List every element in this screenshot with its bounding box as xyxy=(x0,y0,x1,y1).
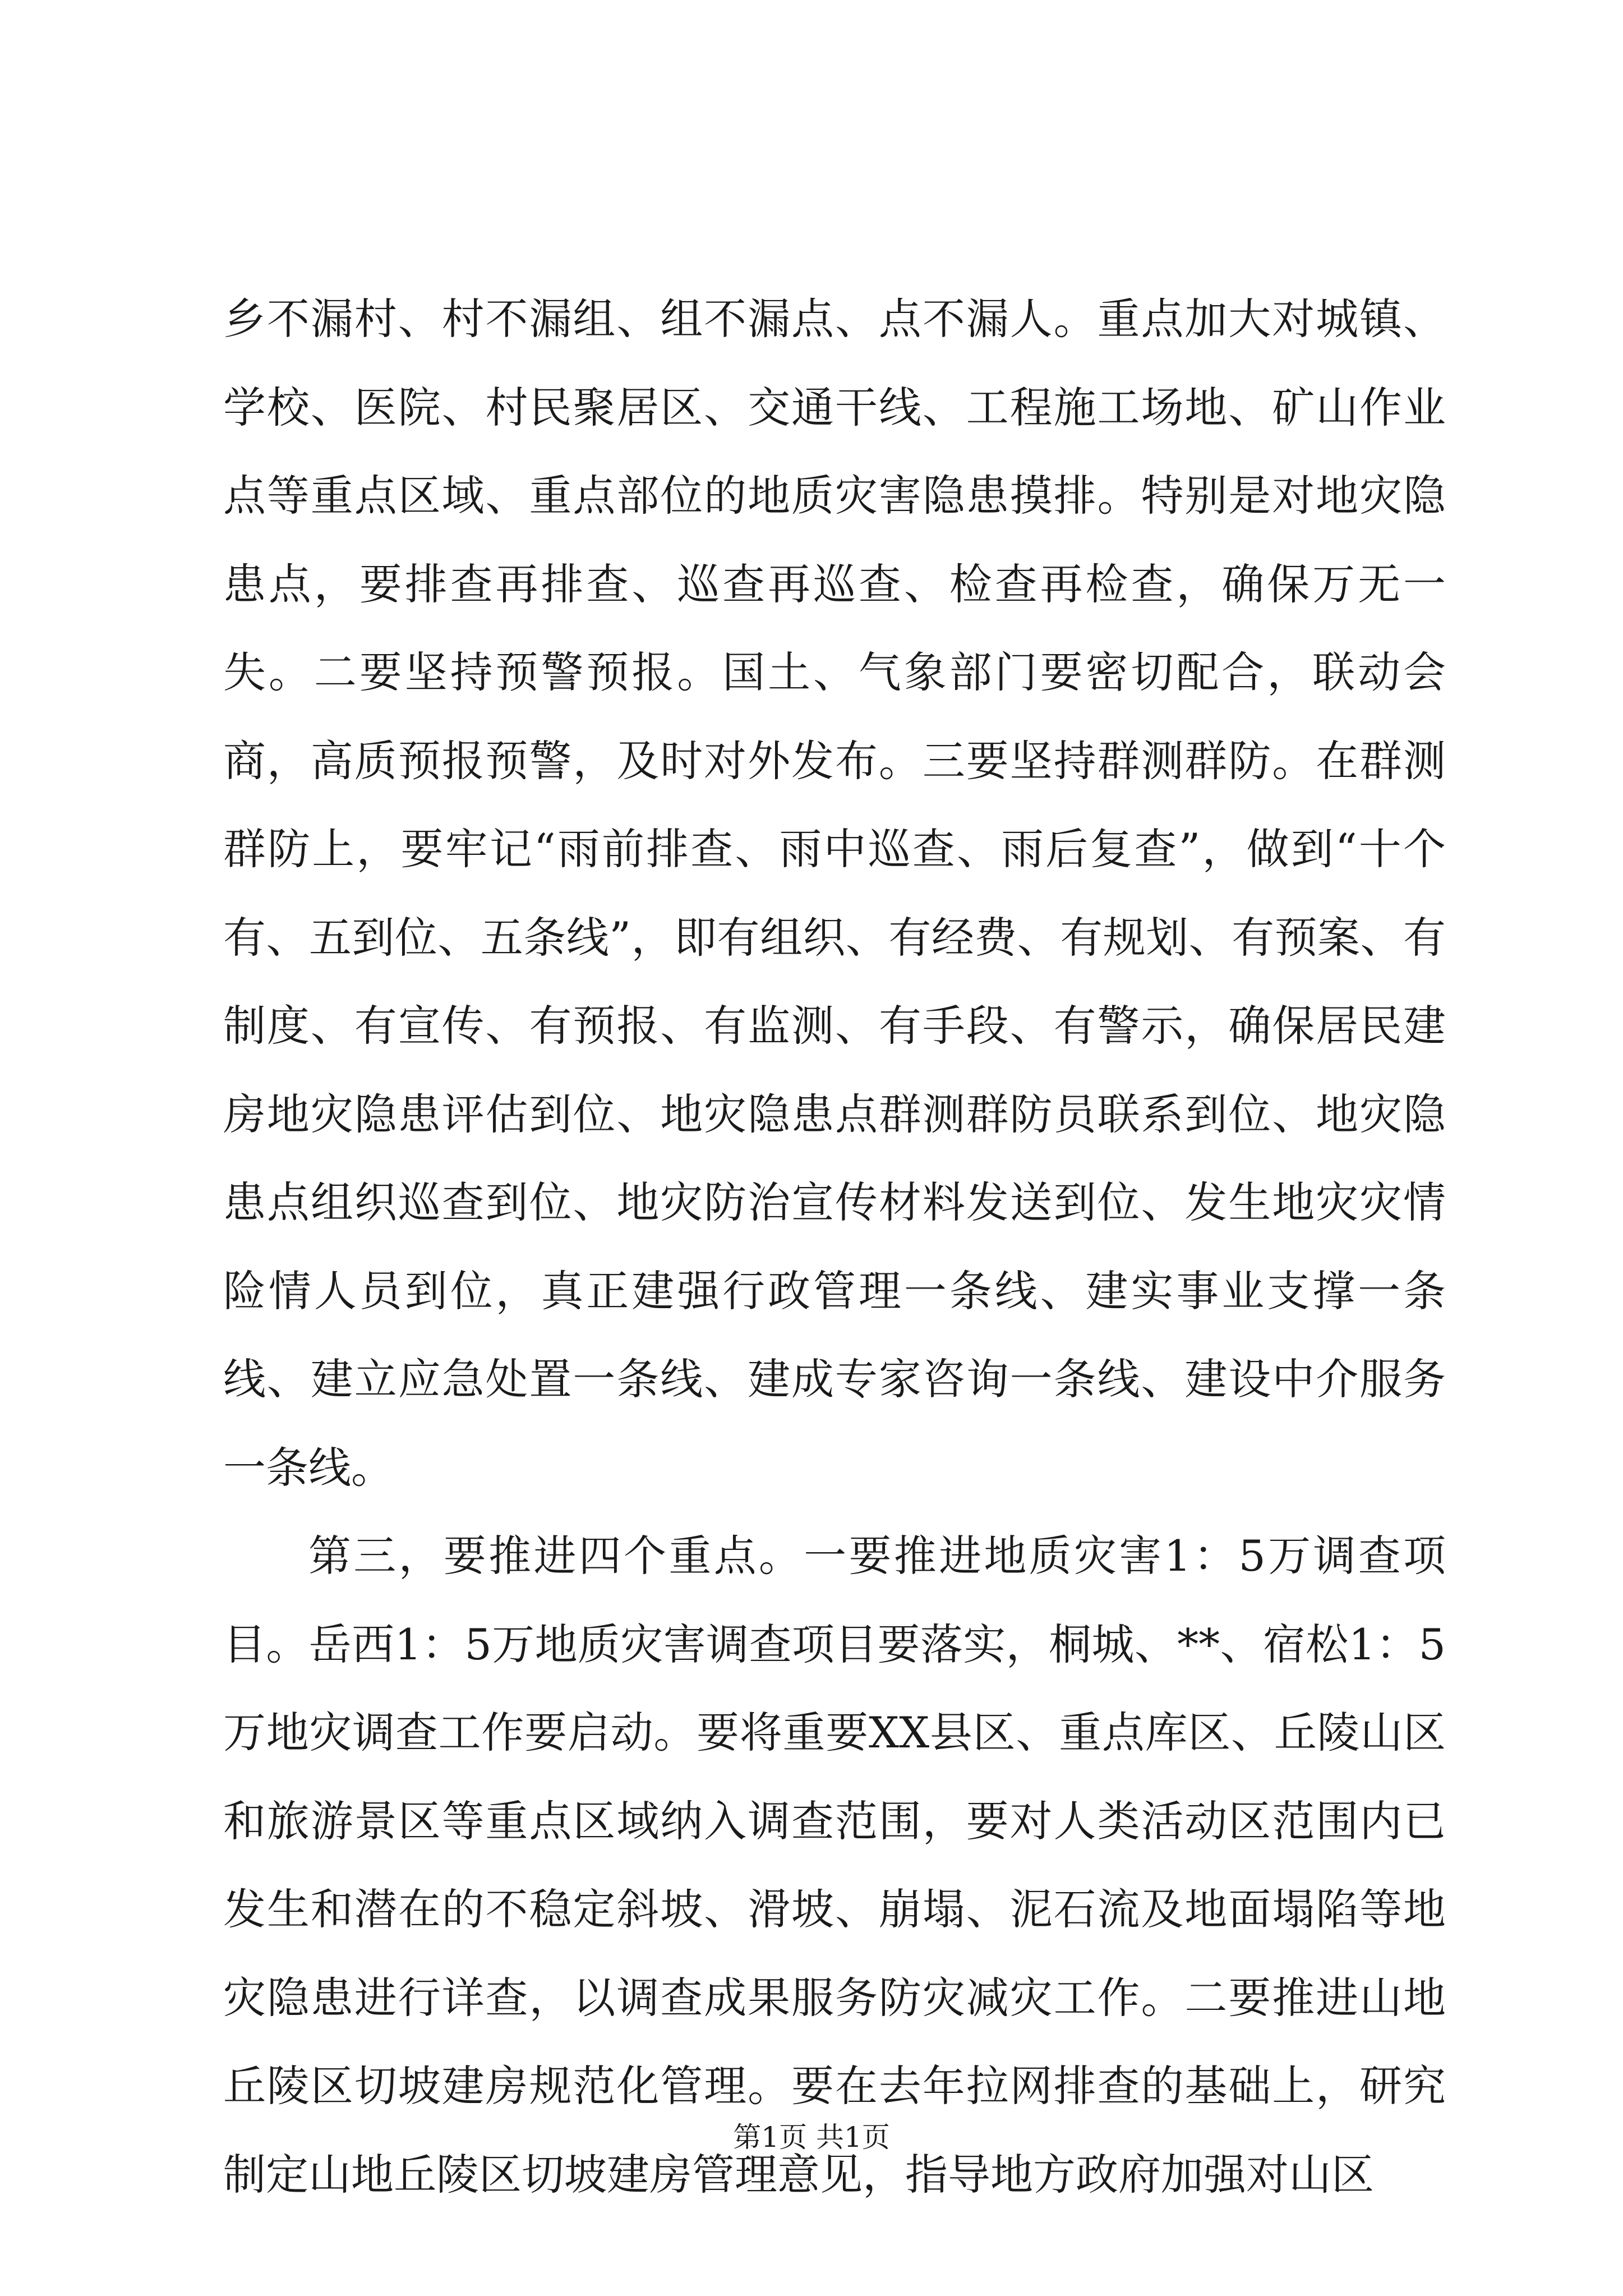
paragraph-1: 乡不漏村、村不漏组、组不漏点、点不漏人。重点加大对城镇、学校、医院、村民聚居区、交通干线、工程施工场地、矿山作业点等重点区域、重点部位的地质灾害隐患摸排。特别是对地灾隐患点，要排查再排查、巡查再巡查、检查再检查，确保万无一失。二要坚持预警预报。国土、气象部门要密切配合，联动会商，高质预报预警，及时对外发布。三要坚持群测群防。在群测群防上，要牢记“雨前排查、雨中巡查、雨后复查”，做到“十个有、五到位、五条线”，即有组织、有经费、有规划、有预案、有制度、有宣传、有预报、有监测、有手段、有警示，确保居民建房地灾隐患评估到位、地灾隐患点群测群防员联系到位、地灾隐患点组织巡查到位、地灾防治宣传材料发送到位、发生地灾灾情险情人员到位，真正建强行政管理一条线、建实事业支撑一条线、建立应急处置一条线、建成专家咨询一条线、建设中介服务一条线。 xyxy=(223,294,1446,1493)
document-body xyxy=(223,275,1446,2219)
paragraph-2: 第三，要推进四个重点。一要推进地质灾害1：5万调查项目。岳西1：5万地质灾害调查项目要落实，桐城、**、宿松1：5万地灾调查工作要启动。要将重要XX县区、重点库区、丘陵山区和旅游景区等重点区域纳入调查范围，要对人类活动区范围内已发生和潜在的不稳定斜坡、滑坡、崩塌、泥石流及地面塌陷等地灾隐患进行详查，以调查成果服务防灾减灾工作。二要推进山地丘陵区切坡建房规范化管理。要在去年拉网排查的基础上，研究制定山地丘陵区切坡建房管理意见，指导地方政府加强对山区 xyxy=(223,1531,1446,2200)
page-footer: 第1页 共1页 xyxy=(733,2121,890,2154)
